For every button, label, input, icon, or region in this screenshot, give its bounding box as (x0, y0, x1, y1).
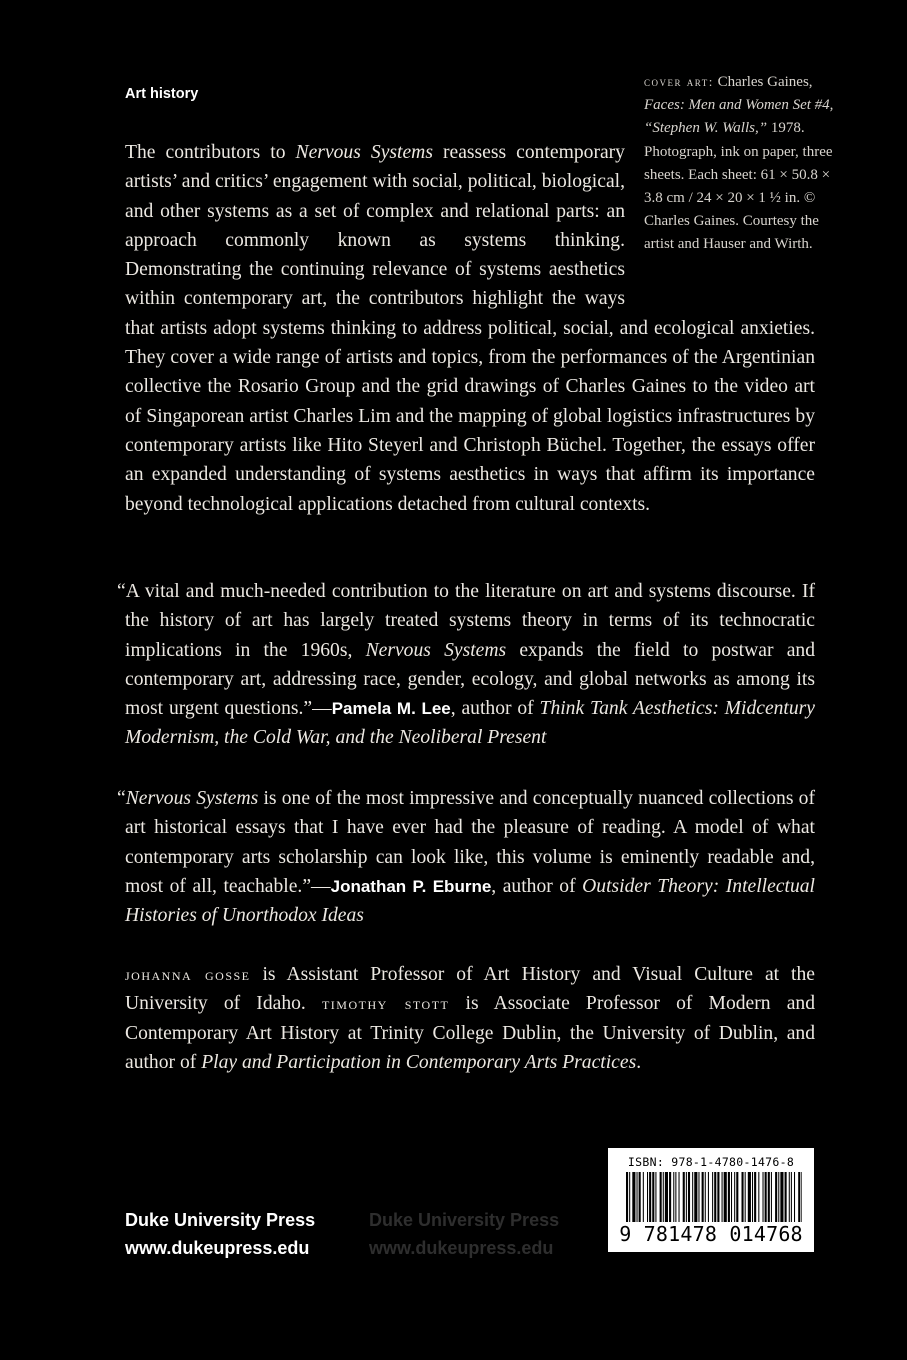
quote2-text: is one of the most impressive and conceptually nuanced collections of art historical essays that I have ever had the pleasure of reading. A model of what contemporary arts scholarship can look like, this volume is eminently readable and, most of all, teachable.”— (125, 788, 815, 897)
barcode-bar (702, 1172, 704, 1222)
barcode-bar (714, 1172, 716, 1222)
barcode-bar (768, 1172, 770, 1222)
barcode-bar (765, 1172, 767, 1222)
isbn-label: ISBN: 978-1-4780-1476-8 (627, 1155, 795, 1169)
quote1-title: Nervous Systems (365, 639, 507, 661)
barcode-bar (673, 1172, 674, 1222)
barcode-bar (778, 1172, 779, 1222)
barcode-bar (683, 1172, 685, 1222)
publisher-url-ghost: www.dukeupress.edu (369, 1238, 554, 1258)
barcode-bar (629, 1172, 630, 1222)
editor-bios (125, 960, 815, 1077)
cover-art-artist: Charles Gaines, (717, 74, 813, 90)
barcode-bar (771, 1172, 772, 1222)
publisher-name-ghost: Duke University Press (369, 1210, 560, 1230)
barcode-bar (694, 1172, 697, 1222)
barcode-bar (637, 1172, 638, 1222)
barcode-bar (647, 1172, 648, 1222)
barcode-bar (758, 1172, 759, 1222)
barcode-bar (736, 1172, 738, 1222)
barcode-bar (708, 1172, 709, 1222)
quote2-title: Nervous Systems (125, 788, 259, 809)
barcode-bar (679, 1172, 680, 1222)
barcode-bar (717, 1172, 719, 1222)
barcode-bar (655, 1172, 656, 1222)
barcode-bar (789, 1172, 790, 1222)
quote2-author: Jonathan P. Eburne (330, 876, 492, 896)
barcode-bar (775, 1172, 777, 1222)
barcode-bar (731, 1172, 732, 1222)
barcode-bar (712, 1172, 713, 1222)
barcode-bar (734, 1172, 735, 1222)
quote1-author: Pamela M. Lee (331, 699, 451, 719)
barcode-bar (698, 1172, 699, 1222)
isbn-barcode (608, 1148, 814, 1252)
cover-art-details: 1978. Photograph, ink on paper, three sheets. Each sheet: 61 × 50.8 × 3.8 cm / 24 × 20 × 1 ½ in. © Charles Gaines. Courtesy the artist and Hauser and Wirth. (644, 120, 833, 253)
barcode-bar (791, 1172, 792, 1222)
publisher-name: Duke University Press (125, 1210, 316, 1230)
quote2-book: Outsider Theory: Intellectual Histories of Unorthodox Ideas (125, 875, 815, 927)
barcode-bar (626, 1172, 628, 1222)
publisher-block (125, 1206, 315, 1262)
barcode-bar (688, 1172, 690, 1222)
blurb-jonathan-eburne (117, 784, 815, 930)
barcode-bar (692, 1172, 693, 1222)
barcode-bar (652, 1172, 654, 1222)
quote2-open: “ (117, 788, 126, 809)
cover-art-title: Faces: Men and Women Set #4, “Stephen W. Walls,” (644, 97, 834, 137)
book-description (125, 138, 815, 519)
barcode-bar (665, 1172, 668, 1222)
barcode-bar (798, 1172, 800, 1222)
barcode-bars (626, 1172, 802, 1222)
barcode-bar (728, 1172, 730, 1222)
barcode-bar (643, 1172, 644, 1222)
blurb-pamela-lee (117, 577, 815, 753)
barcode-bar (780, 1172, 783, 1222)
barcode-bar (754, 1172, 756, 1222)
barcode-bar (763, 1172, 764, 1222)
quote1-author-of: , author of (450, 698, 540, 720)
barcode-bar (742, 1172, 744, 1222)
barcode-bar (748, 1172, 751, 1222)
category-label: Art history (125, 86, 199, 102)
barcode-bar (745, 1172, 746, 1222)
barcode-bar (660, 1172, 662, 1222)
quote1-book: Think Tank Aesthetics: Midcentury Modernism, the Cold War, and the Neoliberal Present (125, 698, 815, 749)
bio-text-stott: is Associate Professor of Modern and Contemporary Art History at Trinity College Dublin, the University of Dublin, and author of (125, 993, 815, 1073)
barcode-bar (639, 1172, 641, 1222)
barcode-bar (794, 1172, 795, 1222)
barcode-bar (663, 1172, 664, 1222)
barcode-bar (724, 1172, 727, 1222)
quote1-text: “A vital and much-needed contribution to the literature on art and systems discourse. If the history of art has largely treated systems theory in terms of its technocratic implications in the 1960s, (117, 581, 815, 661)
cover-art-label: cover art: (644, 74, 714, 89)
bio-text-gosse: is Assistant Professor of Art History and Visual Culture at the University of Idaho. (125, 964, 815, 1015)
credit-spacer (625, 138, 815, 308)
publisher-block-ghost (369, 1206, 559, 1262)
bio-book: Play and Participation in Contemporary Arts Practices (201, 1051, 637, 1073)
barcode-bar (675, 1172, 676, 1222)
quote2-author-of: , author of (491, 875, 583, 897)
barcode-bar (752, 1172, 753, 1222)
barcode-bar (801, 1172, 802, 1222)
bio-end: . (636, 1051, 642, 1073)
description-text-rest: reassess contemporary artists’ and critics’ engagement with social, political, biological, and other systems as a set of complex and relational parts: an approach commonly known as systems thinking. Demonstrating the continuing relevance of systems aesthetics within contemporary art, the contributors highlight the ways that artists adopt systems thinking to address political, social, and ecological anxieties. They cover a wide range of artists and topics, from the performances of the Argentinian collective the Rosario Group and the grid drawings of Charles Gaines to the video art of Singaporean artist Charles Lim and the mapping of global logistics infrastructures by contemporary artists like Hito Steyerl and Christoph Büchel. Together, the essays offer an expanded understanding of systems aesthetics in ways that affirm its importance beyond technological applications detached from cultural contexts. (125, 142, 815, 515)
barcode-bar (785, 1172, 787, 1222)
quote1-text-b: expands the field to postwar and contemporary art, addressing race, gender, ecology, and global networks as among its most urgent questions.”— (125, 639, 815, 720)
description-text: The contributors to (125, 142, 296, 163)
barcode-bar (722, 1172, 723, 1222)
barcode-bar (686, 1172, 687, 1222)
barcode-bar (632, 1172, 635, 1222)
description-book-title: Nervous Systems (295, 142, 433, 163)
publisher-url[interactable]: www.dukeupress.edu (125, 1238, 310, 1258)
bio-name-gosse: johanna gosse (125, 965, 251, 984)
bio-name-stott: timothy stott (321, 994, 450, 1014)
barcode-bar (705, 1172, 706, 1222)
barcode-digits: 9 781478 014768 (619, 1222, 803, 1246)
barcode-bar (669, 1172, 671, 1222)
barcode-bar (649, 1172, 651, 1222)
